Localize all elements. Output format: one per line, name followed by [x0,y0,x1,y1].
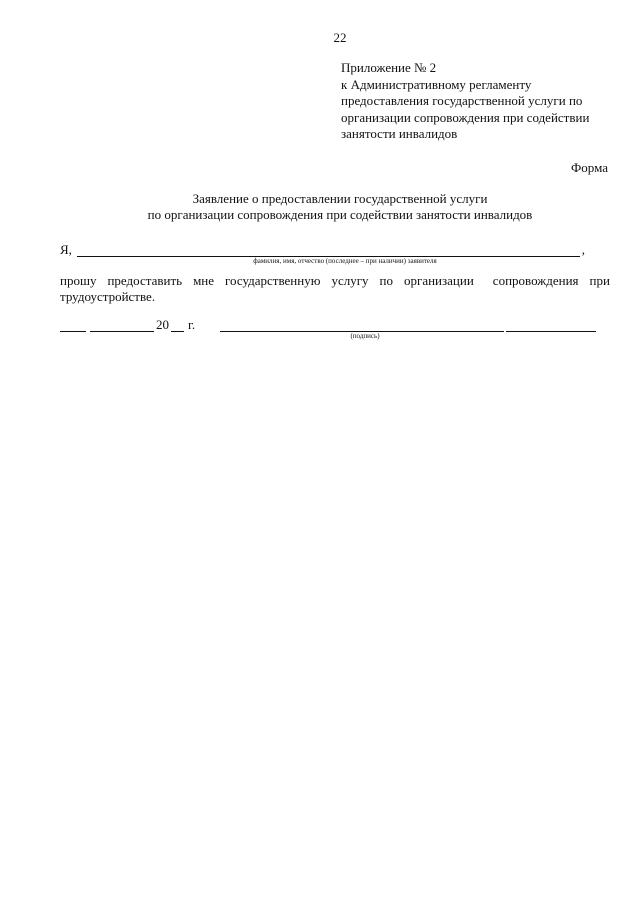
title-line-1: Заявление о предоставлении государственной услуги [192,191,488,206]
applicant-row [60,242,585,258]
applicant-caption: фамилия, имя, отчество (последнее – при наличии) заявителя [253,257,437,265]
month-field[interactable] [90,331,154,332]
request-word: мне [193,273,215,288]
request-word: государственную [225,273,321,288]
year-field[interactable] [171,331,184,332]
request-word: услугу [331,273,369,288]
year-prefix: 20 [156,317,169,332]
request-word: организации [404,273,474,288]
applicant-suffix: , [581,242,585,257]
applicant-prefix: Я, [60,242,72,257]
date-signature-row [60,317,620,333]
appendix-header [341,60,611,143]
appendix-line: предоставления государственной услуги по [341,93,583,108]
request-text [60,273,610,305]
request-word: предоставить [107,273,183,288]
request-line-2: трудоустройстве. [60,289,156,304]
signature-name-field[interactable] [506,331,596,332]
request-line-1 [60,273,610,289]
title-line-2: по организации сопровождения при содействии занятости инвалидов [147,207,533,222]
page-number: 22 [333,30,347,45]
appendix-line: организации сопровождения при содействии [341,109,590,125]
document-title [0,191,640,223]
signature-caption: (подпись) [350,332,380,340]
request-word: при [589,273,610,288]
form-label: Форма [571,160,608,175]
appendix-line: занятости инвалидов [341,126,458,141]
request-word: по [379,273,393,288]
request-word: прошу [60,273,97,288]
appendix-line: Приложение № 2 [341,60,437,75]
request-word: сопровождения [492,273,579,288]
day-field[interactable] [60,331,86,332]
appendix-line: к Административному регламенту [341,76,532,92]
year-suffix: г. [188,317,196,332]
